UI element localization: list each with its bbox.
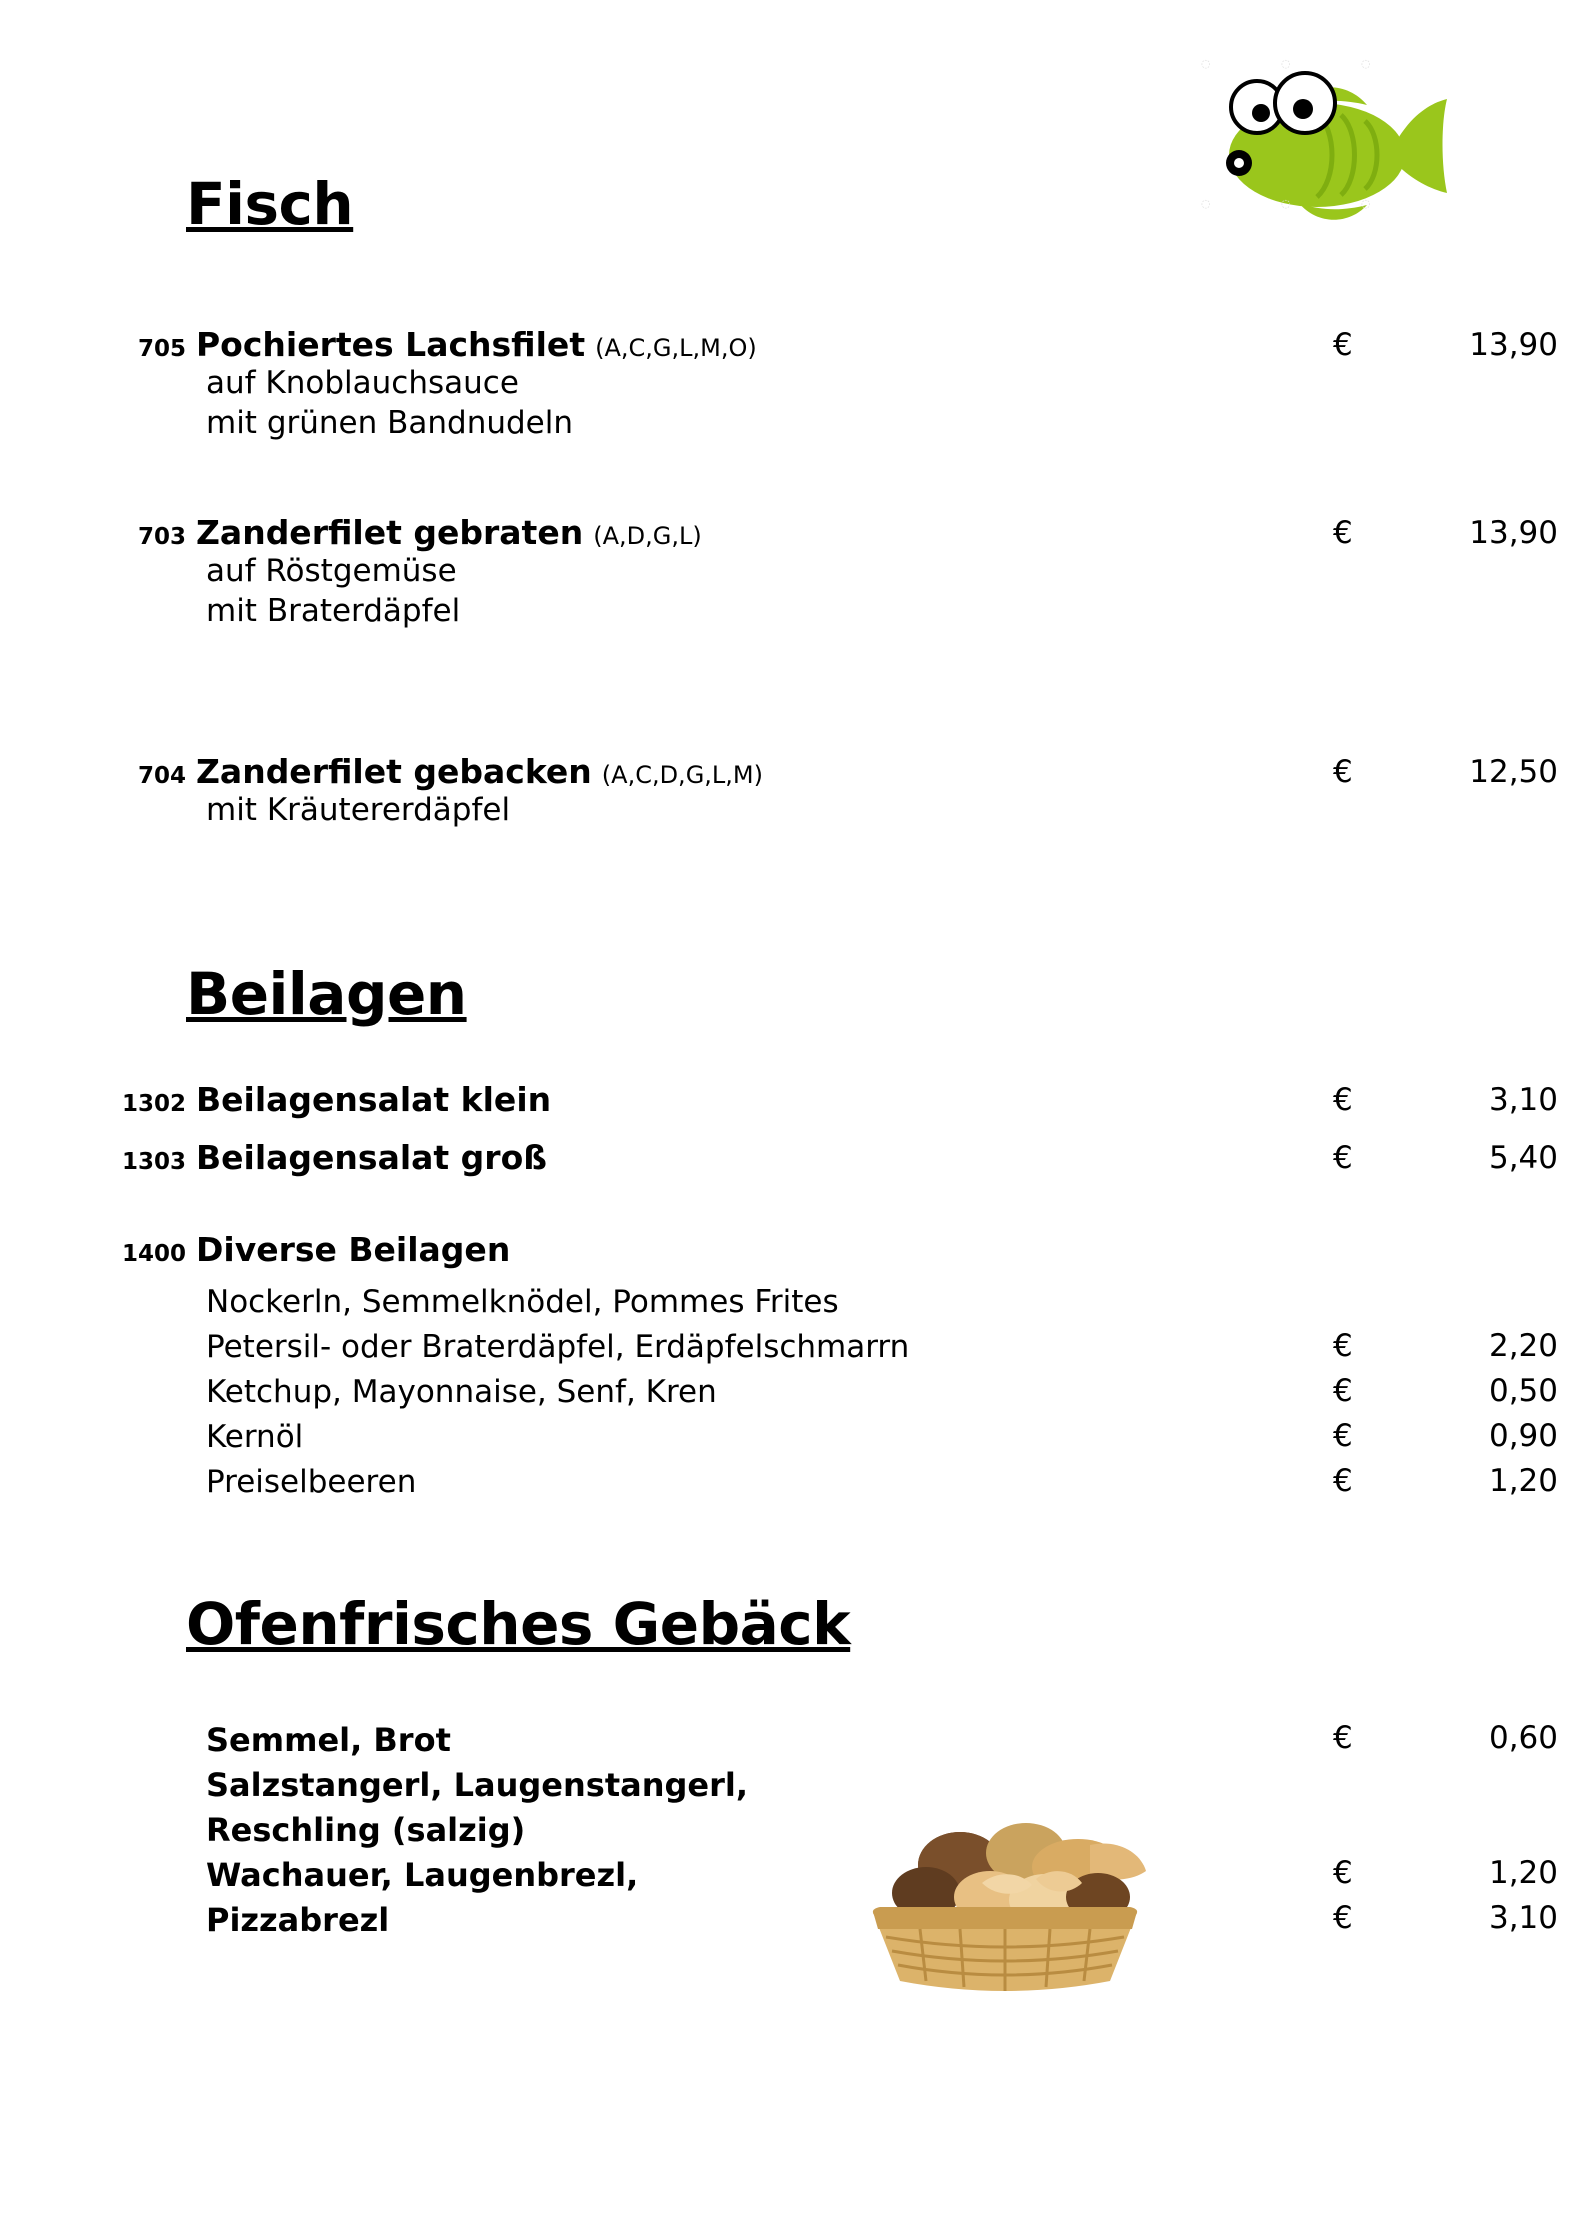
item-price: 1,20 bbox=[1488, 1463, 1558, 1499]
item-price: 0,90 bbox=[1488, 1418, 1558, 1454]
currency-symbol: € bbox=[1333, 1720, 1353, 1756]
currency-symbol: € bbox=[1333, 1463, 1353, 1499]
item-code: 704 bbox=[137, 763, 186, 789]
subline-text: Kernöl bbox=[206, 1419, 304, 1455]
subline-text: Nockerln, Semmelknödel, Pommes Frites bbox=[206, 1284, 839, 1320]
item-name: Diverse Beilagen bbox=[196, 1230, 511, 1269]
beilagen-subline bbox=[118, 1418, 1558, 1463]
currency-symbol: € bbox=[1333, 1900, 1353, 1936]
item-price: 3,10 bbox=[1488, 1082, 1558, 1118]
gebaeck-text: Salzstangerl, Laugenstangerl, bbox=[206, 1766, 748, 1804]
item-name: Beilagensalat groß bbox=[196, 1138, 547, 1177]
fish-illustration bbox=[1195, 55, 1455, 245]
item-price: 0,60 bbox=[1488, 1720, 1558, 1756]
watermark-mark: ◌ bbox=[1201, 57, 1211, 70]
subline-text: Ketchup, Mayonnaise, Senf, Kren bbox=[206, 1374, 717, 1410]
item-description-line: mit grünen Bandnudeln bbox=[206, 404, 574, 441]
item-description-line: auf Knoblauchsauce bbox=[206, 365, 519, 401]
watermark-mark: ◌ bbox=[1361, 197, 1371, 210]
subline-text: Petersil- oder Braterdäpfel, Erdäpfelschmarrn bbox=[206, 1329, 910, 1365]
beilagen-subline bbox=[118, 1373, 1558, 1418]
subline-text: Preiselbeeren bbox=[206, 1464, 417, 1500]
menu-item bbox=[118, 1230, 1448, 1269]
gebaeck-text: Semmel, Brot bbox=[206, 1721, 451, 1759]
beilagen-subline bbox=[118, 1328, 1558, 1373]
item-allergens: (A,D,G,L) bbox=[593, 522, 702, 550]
menu-item bbox=[118, 513, 1558, 631]
item-name: Zanderfilet gebraten bbox=[196, 513, 584, 552]
beilagen-subline bbox=[118, 1463, 1558, 1508]
item-price: 1,20 bbox=[1488, 1855, 1558, 1891]
menu-item bbox=[118, 325, 1558, 443]
currency-symbol: € bbox=[1333, 754, 1353, 790]
section-title-fisch: Fisch bbox=[186, 170, 354, 238]
menu-item bbox=[118, 1080, 1558, 1119]
gebaeck-line bbox=[118, 1855, 1558, 1900]
item-name: Zanderfilet gebacken bbox=[196, 752, 592, 791]
menu-item bbox=[118, 1138, 1558, 1177]
currency-symbol: € bbox=[1333, 1082, 1353, 1118]
item-code: 705 bbox=[137, 336, 186, 362]
item-price: 13,90 bbox=[1469, 327, 1558, 363]
gebaeck-line bbox=[118, 1810, 1448, 1855]
currency-symbol: € bbox=[1333, 1855, 1353, 1891]
item-name: Beilagensalat klein bbox=[196, 1080, 552, 1119]
item-price: 13,90 bbox=[1469, 515, 1558, 551]
watermark-mark: ◌ bbox=[1281, 57, 1291, 70]
gebaeck-line bbox=[118, 1765, 1448, 1810]
currency-symbol: € bbox=[1333, 1140, 1353, 1176]
beilagen-subline bbox=[118, 1283, 1448, 1328]
section-title-beilagen: Beilagen bbox=[186, 960, 467, 1028]
menu-item bbox=[118, 752, 1558, 831]
item-code: 703 bbox=[137, 524, 186, 550]
item-description-line: mit Braterdäpfel bbox=[206, 592, 461, 629]
currency-symbol: € bbox=[1333, 1418, 1353, 1454]
currency-symbol: € bbox=[1333, 1373, 1353, 1409]
watermark-mark: ◌ bbox=[1281, 197, 1291, 210]
item-price: 5,40 bbox=[1488, 1140, 1558, 1176]
gebaeck-line bbox=[118, 1720, 1558, 1765]
item-allergens: (A,C,G,L,M,O) bbox=[595, 334, 757, 362]
item-price: 3,10 bbox=[1488, 1900, 1558, 1936]
item-code: 1303 bbox=[121, 1149, 186, 1175]
gebaeck-line-list bbox=[118, 1720, 1558, 1945]
item-price: 0,50 bbox=[1488, 1373, 1558, 1409]
item-code: 1400 bbox=[121, 1241, 186, 1267]
item-name: Pochiertes Lachsfilet bbox=[196, 325, 586, 364]
gebaeck-text: Pizzabrezl bbox=[206, 1901, 390, 1939]
item-price: 2,20 bbox=[1488, 1328, 1558, 1364]
beilagen-subline-list bbox=[118, 1283, 1558, 1508]
gebaeck-line bbox=[118, 1900, 1558, 1945]
item-price: 12,50 bbox=[1469, 754, 1558, 790]
item-description-line: auf Röstgemüse bbox=[206, 553, 457, 589]
currency-symbol: € bbox=[1333, 327, 1353, 363]
item-description-line: mit Kräutererdäpfel bbox=[206, 792, 511, 828]
item-allergens: (A,C,D,G,L,M) bbox=[601, 761, 763, 789]
currency-symbol: € bbox=[1333, 1328, 1353, 1364]
watermark-mark: ◌ bbox=[1201, 197, 1211, 210]
gebaeck-text: Reschling (salzig) bbox=[206, 1811, 526, 1849]
item-code: 1302 bbox=[121, 1091, 186, 1117]
gebaeck-text: Wachauer, Laugenbrezl, bbox=[206, 1856, 639, 1894]
watermark-mark: ◌ bbox=[1361, 57, 1371, 70]
currency-symbol: € bbox=[1333, 515, 1353, 551]
section-title-gebaeck: Ofenfrisches Gebäck bbox=[186, 1590, 851, 1658]
